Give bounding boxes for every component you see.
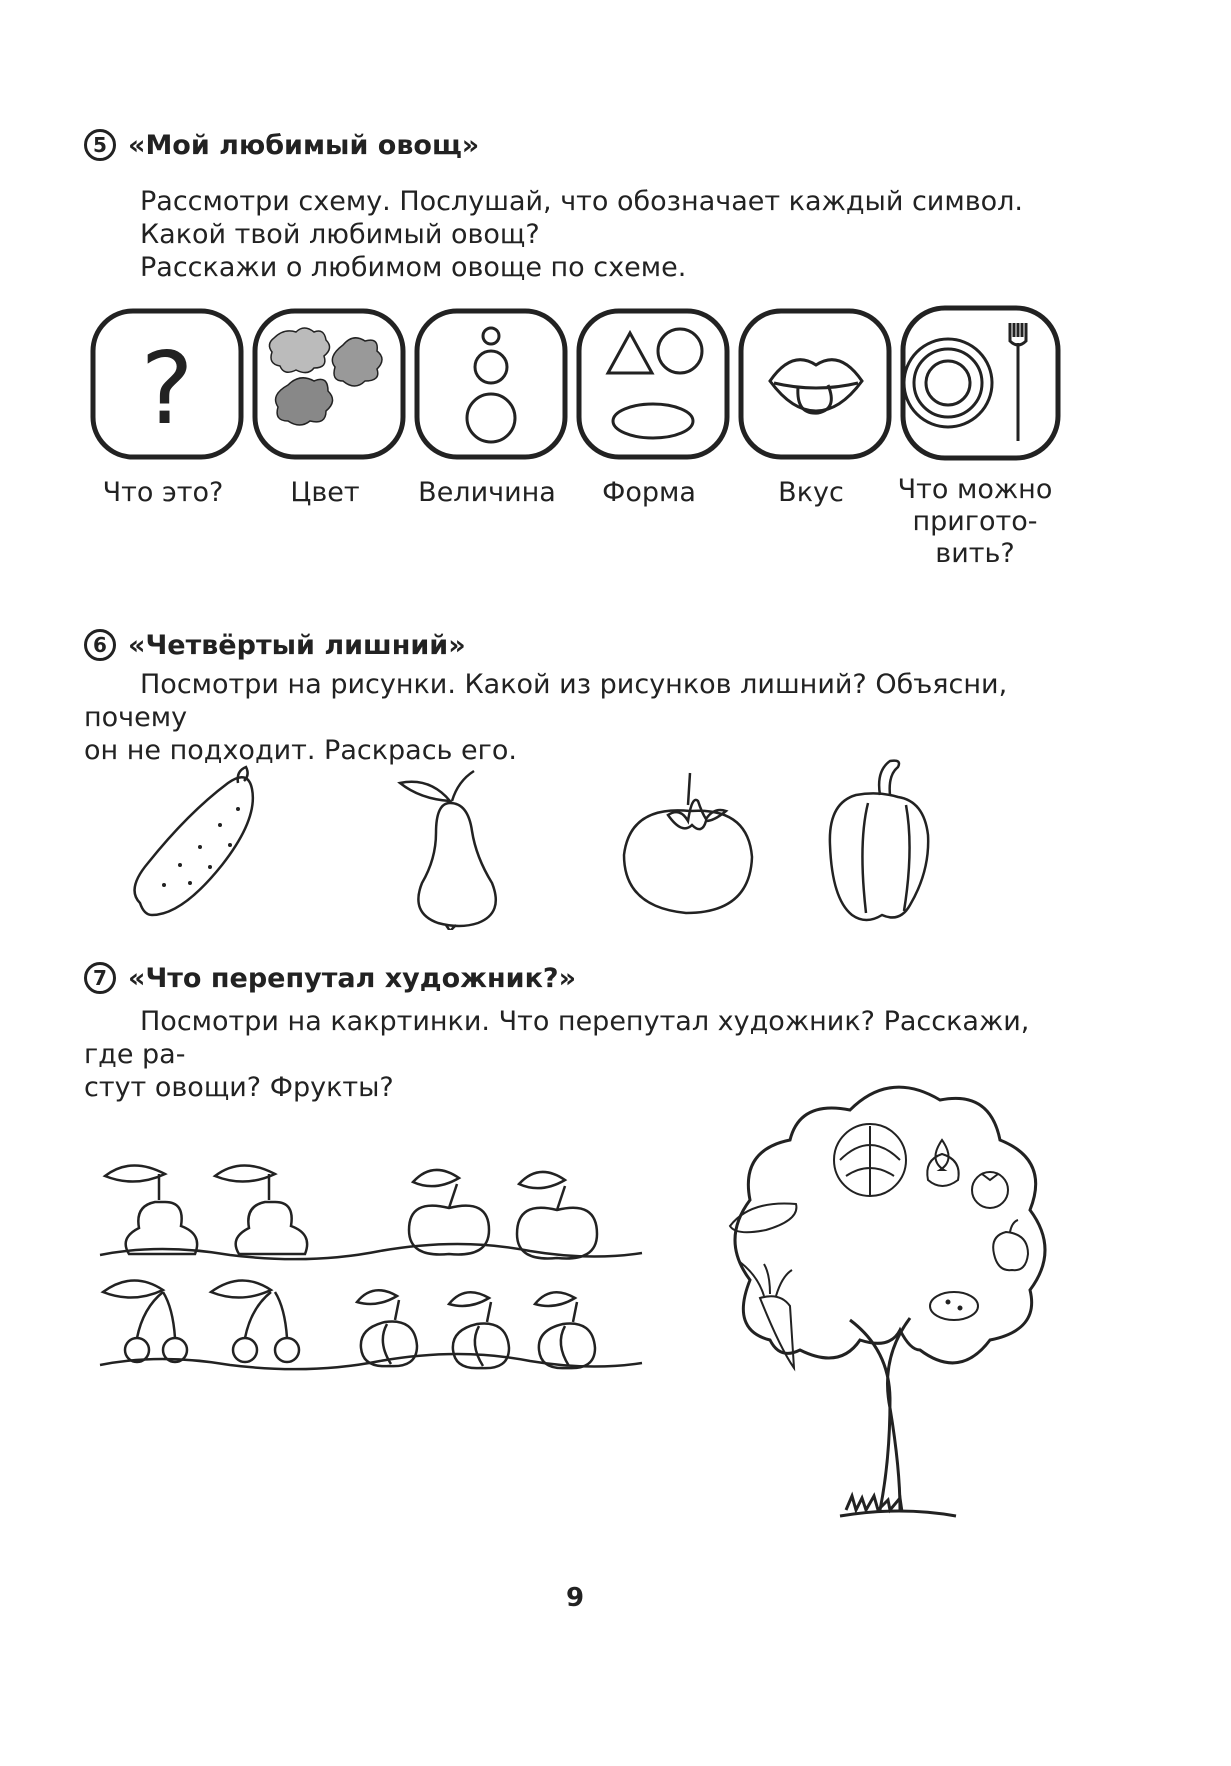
scheme-symbols	[88, 303, 1068, 473]
garden-beds-picture	[95, 1140, 655, 1380]
task-title: «Мой любимый овощ»	[128, 129, 480, 161]
label-line: пригото-	[912, 506, 1038, 537]
color-blots-icon	[269, 328, 382, 425]
bell-pepper-icon	[993, 1220, 1028, 1270]
bell-pepper-icon	[830, 761, 928, 920]
task-number-badge: 7	[84, 962, 116, 994]
symbol-label-shape: Форма	[602, 477, 696, 508]
plum-icon	[357, 1290, 417, 1366]
cucumber-icon	[135, 767, 253, 915]
tomato-icon	[972, 1172, 1008, 1208]
cherries-icon	[211, 1280, 299, 1362]
plate-fork-icon	[904, 323, 1026, 441]
task-6-heading	[84, 629, 466, 661]
symbol-label-what: Что это?	[102, 477, 224, 508]
task-7-heading	[84, 962, 576, 994]
symbol-label-size: Величина	[418, 477, 556, 508]
task-5-instructions	[140, 185, 1023, 284]
lips-tongue-icon	[770, 360, 862, 413]
cherries-icon	[103, 1280, 187, 1362]
label-line: Что можно	[897, 474, 1053, 505]
instruction-line: Рассмотри схему. Послушай, что обозначает каждый символ.	[140, 186, 1023, 217]
instruction-line: он не подходит. Раскрась его.	[84, 735, 517, 766]
vegetable-tree-picture	[700, 1080, 1080, 1540]
page-number: 9	[565, 1583, 585, 1613]
task-5-heading	[84, 129, 479, 161]
symbol-label-color: Цвет	[290, 477, 360, 508]
instruction-line: стут овощи? Фрукты?	[84, 1072, 394, 1103]
instruction-line: Посмотри на рисунки. Какой из рисунков лишний? Объясни, почему	[84, 669, 1008, 733]
pear-icon	[400, 771, 496, 930]
pear-icon	[215, 1165, 307, 1254]
apple-icon	[409, 1170, 489, 1255]
task-number-badge: 5	[84, 129, 116, 161]
instruction-line: Расскажи о любимом овоще по схеме.	[140, 252, 687, 283]
potato-icon	[930, 1292, 978, 1320]
instruction-line: Какой твой любимый овощ?	[140, 219, 540, 250]
shapes-icon	[608, 329, 702, 438]
symbol-label-cook	[895, 474, 1055, 570]
symbol-label-taste: Вкус	[778, 477, 844, 508]
task-title: «Четвёртый лишний»	[128, 629, 466, 661]
question-mark-icon	[140, 330, 193, 447]
cabbage-icon	[834, 1124, 906, 1196]
pear-icon	[105, 1165, 197, 1254]
plum-icon	[535, 1292, 595, 1368]
onion-icon	[927, 1140, 958, 1186]
apple-icon	[517, 1172, 597, 1259]
task-title: «Что перепутал художник?»	[128, 962, 577, 994]
instruction-line: Посмотри на какртинки. Что перепутал художник? Расскажи, где ра-	[84, 1006, 1030, 1070]
task-number-badge: 6	[84, 629, 116, 661]
tomato-icon	[624, 773, 752, 913]
size-circles-icon	[467, 328, 515, 442]
task-6-instructions	[84, 668, 1084, 767]
odd-one-out-pictures	[120, 755, 1040, 930]
label-line: вить?	[935, 538, 1015, 569]
svg-text:?: ?	[140, 330, 194, 447]
